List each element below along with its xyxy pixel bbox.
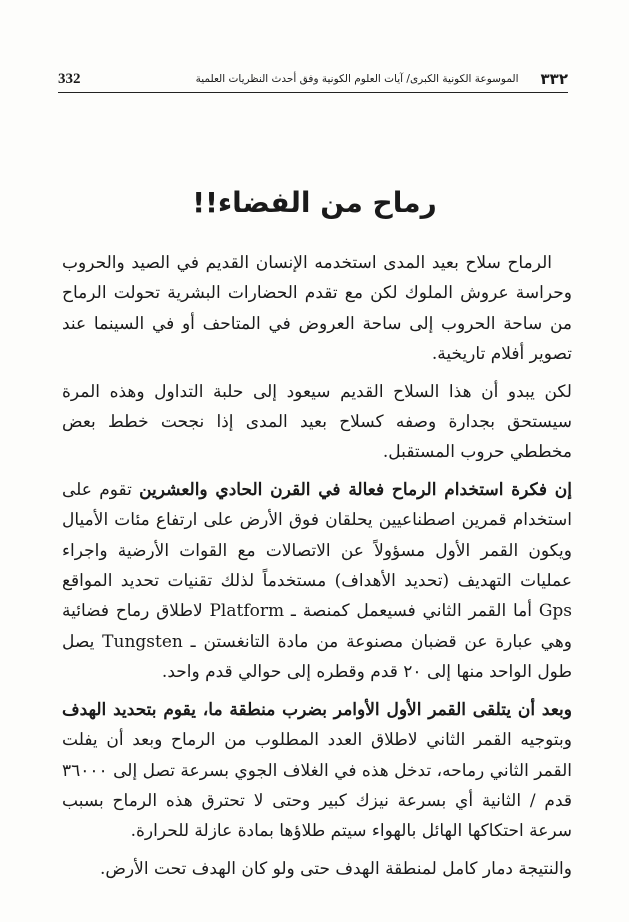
paragraph-3 xyxy=(62,475,572,688)
paragraph-2-text: لكن يبدو أن هذا السلاح القديم سيعود إلى حلبة التداول وهذه المرة سيستحق بجدارة وصفه كسلاح بعيد المدى إذا نجحت خطط بعض مخططي حروب المستقبل. xyxy=(62,381,572,463)
article-body xyxy=(62,248,572,884)
subheading-2: وبعد أن يتلقى القمر الأول الأوامر بضرب منطقة ما، يقوم بتحديد الهدف xyxy=(62,699,572,720)
paragraph-1 xyxy=(62,248,572,370)
article-title: رماح من الفضاء!! xyxy=(192,186,437,219)
page-header xyxy=(58,66,568,93)
paragraph-1-text: الرماح سلاح بعيد المدى استخدمه الإنسان القديم في الصيد والحروب وحراسة عروش الملوك لكن مع تقدم الحضارات البشرية تحولت الرماح من ساحة الحروب إلى ساحة العروض في المتاحف أو في السينما عند تصوير أفلام تاريخية. xyxy=(62,253,572,365)
page-number-arabic: ٣٣٢ xyxy=(540,70,568,88)
running-title: الموسوعة الكونية الكبرى/ آيات العلوم الكونية وفق أحدث النظريات العلمية xyxy=(195,73,519,85)
page-number-latin: 332 xyxy=(58,70,81,87)
paragraph-5-text: والنتيجة دمار كامل لمنطقة الهدف حتى ولو كان الهدف تحت الأرض. xyxy=(99,858,572,879)
paragraph-3-text: تقوم على استخدام قمرين اصطناعيين يحلقان فوق الأرض على ارتفاع مئات الأميال ويكون القمر الأول مسؤولاً عن الاتصالات مع القوات الأرضية واجراء عمليات التهديف (تحديد الأهداف) مستخدماً لذلك تقنيات تحديد المواقع Gps أما القمر الثاني فسيعمل كمنصة ـ Platform لاطلاق رماح فضائية وهي عبارة عن قضبان مصنوعة من مادة التانغستن ـ Tungsten يصل طول الواحد منها إلى ٢٠ قدم وقطره إلى حوالي قدم واحد. xyxy=(62,479,573,683)
header-right-group xyxy=(196,70,568,88)
paragraph-2 xyxy=(62,377,572,468)
subheading-1: إن فكرة استخدام الرماح فعالة في القرن الحادي والعشرين xyxy=(139,479,573,500)
paragraph-4 xyxy=(62,695,572,847)
paragraph-4-text: وبتوجيه القمر الثاني لاطلاق العدد المطلوب من الرماح وبعد أن يفلت القمر الثاني رماحه، تدخل هذه في الغلاف الجوي بسرعة تصل إلى ٣٦٠٠٠ قدم / الثانية أي بسرعة نيزك كبير وحتى لا تحترق هذه الرماح بسبب سرعة احتكاكها الهائل بالهواء سيتم طلاؤها بمادة عازلة للحرارة. xyxy=(62,730,572,842)
paragraph-5 xyxy=(62,854,572,884)
